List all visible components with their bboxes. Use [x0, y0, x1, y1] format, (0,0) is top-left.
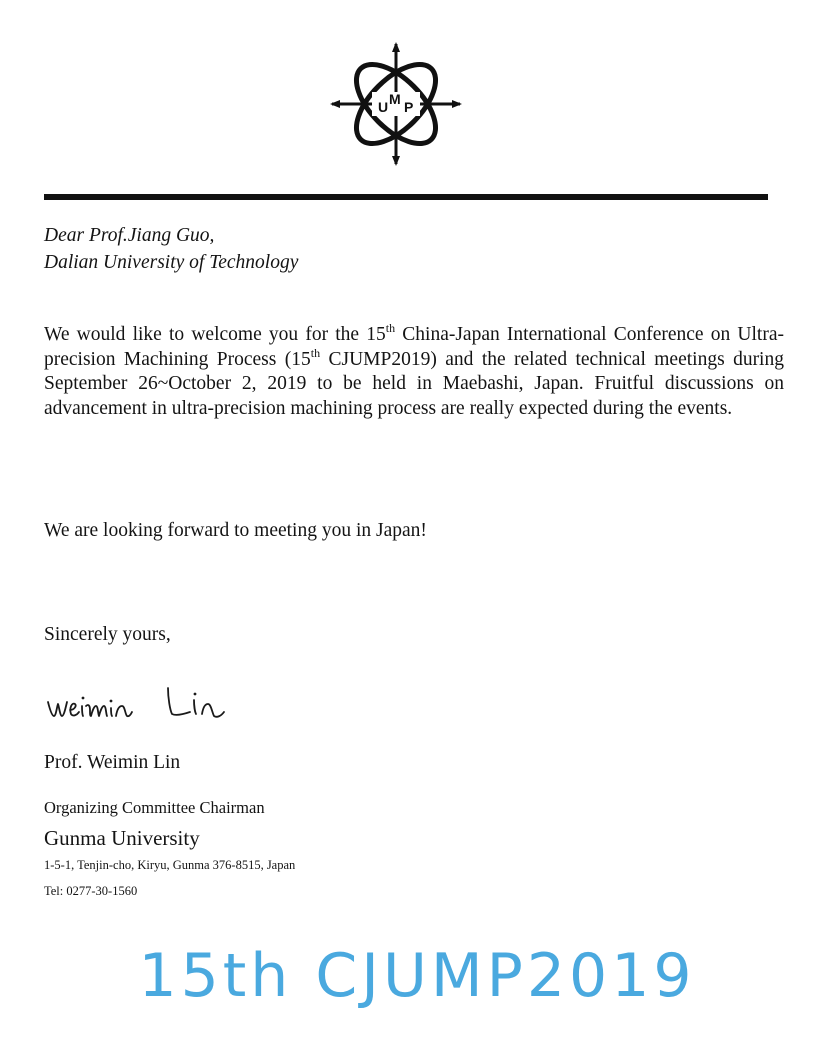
signature-stroke-n	[116, 706, 132, 716]
salutation	[44, 222, 298, 276]
signature-stroke-l	[168, 688, 190, 715]
logo-arrow-top	[392, 42, 400, 52]
signature-stroke-i1	[82, 706, 83, 716]
welcome-text-part-1: We would like to welcome you for the 15	[44, 324, 386, 345]
signature-stroke-w	[48, 702, 67, 716]
logo-letter-u: U	[378, 99, 389, 115]
header-rule	[44, 194, 768, 200]
signature-stroke-i3	[194, 700, 196, 714]
ump-logo-graphic	[330, 42, 462, 166]
closing-line: Sincerely yours,	[44, 624, 171, 645]
welcome-paragraph	[44, 323, 784, 421]
signature-dot-2	[110, 700, 113, 703]
sender-telephone: Tel: 0277-30-1560	[44, 884, 138, 898]
salutation-affiliation: Dalian University of Technology	[44, 252, 299, 273]
logo-arrow-left	[330, 100, 340, 108]
logo-arrow-bottom	[392, 156, 400, 166]
welcome-text-part-2: China-Japan International Conference on Ultra-precision Machining Process (15	[44, 324, 784, 370]
ordinal-suffix-1: th	[385, 321, 396, 335]
logo-letter-m: M	[389, 91, 401, 107]
signature-graphic	[44, 676, 244, 724]
looking-forward-line: We are looking forward to meeting you in Japan!	[44, 520, 427, 541]
ump-logo	[330, 42, 462, 166]
logo-letter-p: P	[404, 99, 414, 115]
signature-stroke-n2	[202, 704, 224, 717]
sender-role: Organizing Committee Chairman	[44, 798, 265, 817]
sender-name: Prof. Weimin Lin	[44, 752, 181, 773]
sender-university: Gunma University	[44, 826, 200, 850]
welcome-text-part-3: CJUMP2019) and the related technical meetings during September 26~October 2, 2019 to be held in Maebashi, Japan. Fruitful discussions on advancement in ultra-precision machining process are really expected during the events.	[44, 348, 784, 419]
handwritten-signature	[44, 676, 244, 724]
logo-arrow-right	[452, 100, 462, 108]
sender-address: 1-5-1, Tenjin-cho, Kiryu, Gunma 376-8515, Japan	[44, 858, 296, 872]
footer-conference-title: 15th CJUMP2019	[138, 941, 696, 1011]
signature-stroke-e	[70, 704, 79, 716]
signature-dot-3	[194, 693, 197, 696]
ordinal-suffix-2: th	[310, 345, 321, 360]
signature-stroke-m	[86, 705, 107, 716]
salutation-recipient: Dear Prof.Jiang Guo,	[44, 225, 215, 246]
signature-dot-1	[82, 697, 85, 700]
signature-stroke-i2	[111, 708, 112, 716]
